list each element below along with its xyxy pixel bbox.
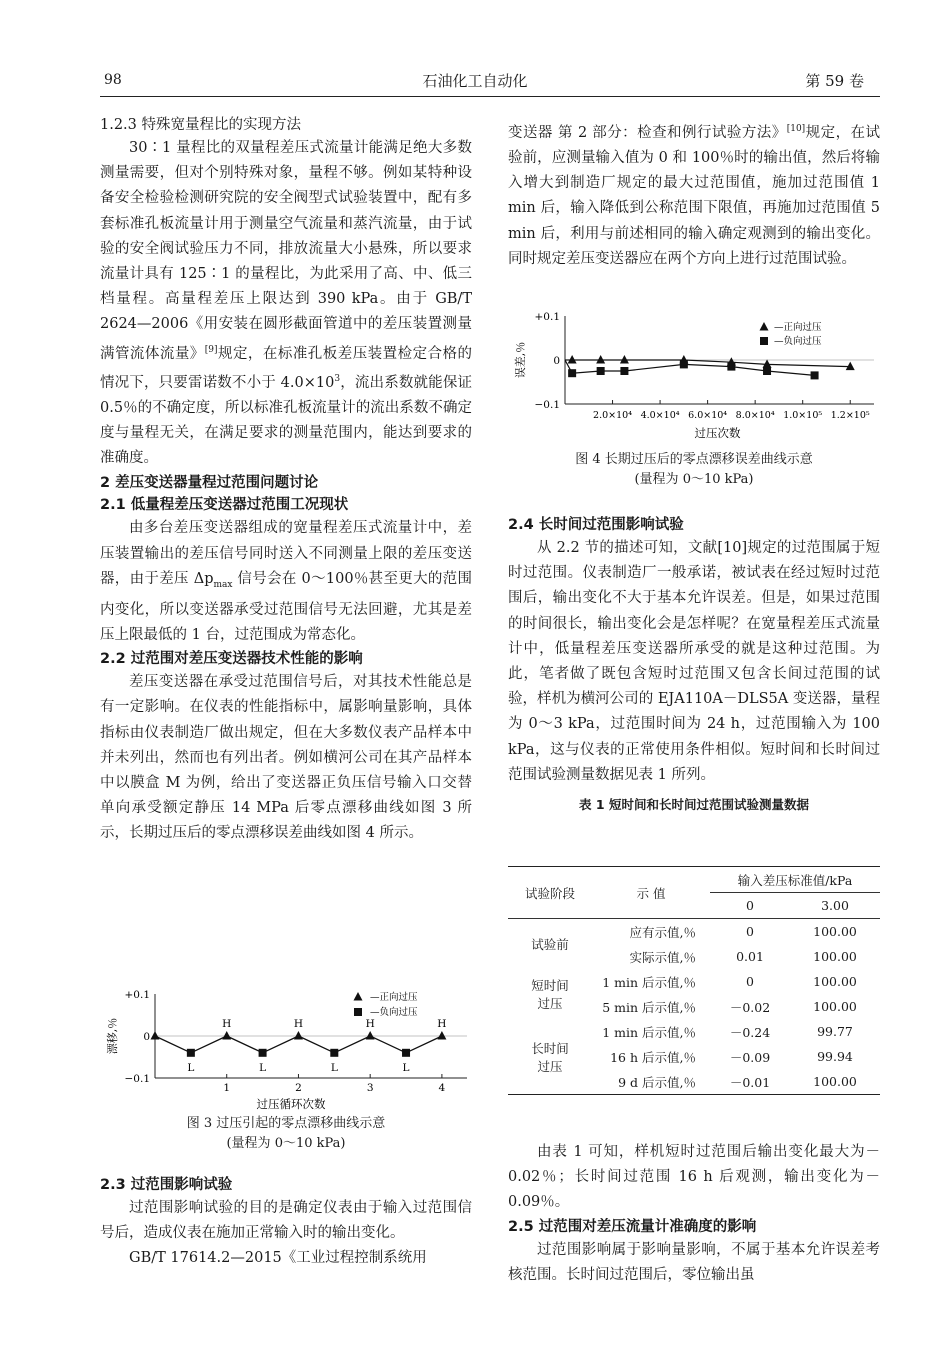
table-header-input-0: 0 xyxy=(746,898,754,913)
positive-marker xyxy=(366,1031,375,1040)
citation-10: [10] xyxy=(786,124,806,134)
table-cell-label: 实际示值,％ xyxy=(629,949,696,965)
positive-marker xyxy=(151,1031,160,1040)
legend-triangle-marker xyxy=(354,992,363,1001)
left-column xyxy=(100,114,472,847)
y-tick-label: −0.1 xyxy=(124,1073,150,1085)
section-1-2-3-title: 1.2.3 特殊宽量程比的实现方法 xyxy=(100,117,302,133)
table-cell-label: 应有示值,％ xyxy=(629,924,696,940)
table-cell-label: 1 min 后示值,％ xyxy=(602,974,696,990)
section-2-4-title: 2.4 长时间过范围影响试验 xyxy=(508,517,684,533)
point-label-h: H xyxy=(437,1018,447,1030)
negative-marker xyxy=(680,360,688,368)
table-row xyxy=(508,1019,880,1044)
legend-square-marker xyxy=(354,1008,362,1016)
point-label-h: H xyxy=(365,1018,375,1030)
section-2-3-title: 2.3 过范围影响试验 xyxy=(100,1177,233,1193)
header-rule xyxy=(100,96,880,97)
citation-9: [9] xyxy=(204,344,218,355)
y-axis-label: 漂移,％ xyxy=(106,1017,119,1055)
table-cell-v0: －0.02 xyxy=(729,999,771,1015)
table-cell-stage: 试验前 xyxy=(531,937,569,952)
section-2-5-paragraph: 过范围影响属于影响量影响，不属于基本允许误差考核范围。长时间过范围后，零位输出虽 xyxy=(508,1241,880,1283)
figure-4-chart xyxy=(508,306,880,444)
section-1-2-3-paragraph: 30∶1 量程比的双量程差压式流量计能满足绝大多数测量需要，但对个别特殊对象，量程不够。例如某特种设备安全检验检测研究院的安全阀型式试验装置中，配有多套标准孔板流量计用于测量空气流量和蒸汽流量，由于试验的安全阀试验压力不同，排放流量大小悬殊，所以要求流量计具有 125∶1 的量程比，为此采用了高、中、低三档量程。高量程差压上限达到 390 kPa。由于 GB/T 2624—2006《用安装在圆形截面管道中的差压装置测量满管流体流量》[9]规定，在标准孔板差压装置检定合格的情况下，只要雷诺数不小于 $4.0\times 10^3$，流出系数就能保证 0.5％的不确定度，所以标准孔板流量计的流出系数不确定度与量程无关，在满足要求的测量范围内，能达到要求的准确度。 xyxy=(100,140,472,467)
x-tick-label: 8.0×10⁴ xyxy=(735,410,775,421)
negative-marker xyxy=(187,1049,195,1057)
x-tick-label: 6.0×10⁴ xyxy=(688,410,728,421)
table-cell-label: 5 min 后示值,％ xyxy=(602,999,696,1015)
negative-marker xyxy=(597,367,605,375)
negative-marker xyxy=(763,367,771,375)
positive-marker xyxy=(620,355,629,364)
section-2-4-paragraph: 从 2.2 节的描述可知，文献[10]规定的过范围属于短时过范围。仪表制造厂一般承诺，被试表在经过短时过范围后，输出变化不大于基本允许误差。但是，如果过范围的时间很长，输出变化会是怎样呢？在宽量程差压式流量计中，低量程差压变送器所承受的就是这种过范围。为此，笔者做了既包含短时过范围又包含长间过范围的试验，样机为横河公司的 EJA110A－DLS5A 变送器，量程为 0～3 kPa，过范围时间为 24 h，过范围输入为 100 kPa，这与仪表的正常使用条件相似。短时间和长时间过范围试验测量数据见表 1 所列。 xyxy=(508,540,880,783)
table-cell-label: 9 d 后示值,％ xyxy=(618,1074,696,1090)
table-header-input: 输入差压标准值/kPa xyxy=(710,867,880,893)
table-cell-v3: 99.94 xyxy=(817,1049,853,1064)
left-column-bottom xyxy=(100,1174,472,1272)
figure-3-caption-line2: (量程为 0～10 kPa) xyxy=(226,1136,346,1151)
table-header-value: 示 值 xyxy=(636,885,666,901)
positive-marker xyxy=(596,355,605,364)
table-row xyxy=(508,969,880,994)
negative-marker xyxy=(259,1049,267,1057)
figure-4-caption-line2: (量程为 0～10 kPa) xyxy=(634,472,754,487)
section-2-1-paragraph: 由多台差压变送器组成的宽量程差压式流量计中，差压装置输出的差压信号同时送入不同测量上限的差压变送器，由于差压 $\Delta p_{max}$ 信号会在 0～100％甚至更大的范围内变化，所以变送器承受过范围信号无法回避，尤其是差压上限最低的 1 台，过范围成为常态化。 xyxy=(100,520,472,643)
negative-marker xyxy=(568,369,576,377)
right-column-middle xyxy=(508,514,880,816)
table-row xyxy=(508,919,880,945)
legend-triangle-marker xyxy=(760,322,769,331)
figure-3-chart xyxy=(100,984,472,1112)
table-cell-stage: 短时间 过压 xyxy=(531,978,569,1011)
negative-marker xyxy=(620,367,628,375)
section-2-3-paragraph-2: GB/T 17614.2—2015《工业过程控制系统用 xyxy=(129,1250,427,1267)
table-cell-label: 1 min 后示值,％ xyxy=(602,1024,696,1040)
section-2-1-title: 2.1 低量程差压变送器过范围工况现状 xyxy=(100,497,349,514)
table-cell-v3: 99.77 xyxy=(817,1024,853,1039)
legend-negative-label: —负向过压 xyxy=(370,1007,418,1018)
table-cell-v0: 0 xyxy=(746,924,754,939)
section-2-5-title: 2.5 过范围对差压流量计准确度的影响 xyxy=(508,1218,757,1235)
table-cell-v3: 100.00 xyxy=(813,999,857,1014)
table-cell-v0: －0.09 xyxy=(729,1049,771,1065)
positive-marker xyxy=(222,1031,231,1040)
after-table-paragraph: 由表 1 可知，样机短时过范围后输出变化最大为－0.02％；长时间过范围 16 h 后观测，输出变化为－0.09％。 xyxy=(508,1144,880,1211)
x-tick-label: 4.0×10⁴ xyxy=(640,410,680,421)
y-tick-label: 0 xyxy=(553,355,560,367)
y-tick-label: +0.1 xyxy=(534,311,560,323)
page-number: 98 xyxy=(104,72,122,88)
y-axis-label: 误差,％ xyxy=(514,341,527,379)
right-column-top xyxy=(508,117,880,272)
table-cell-v0: 0 xyxy=(746,974,754,989)
table-cell-v3: 100.00 xyxy=(813,949,857,964)
x-tick-label: 1.0×10⁵ xyxy=(783,410,823,421)
negative-marker xyxy=(330,1049,338,1057)
figure-3-caption xyxy=(100,1114,472,1154)
figure-4-caption-line1: 图 4 长期过压后的零点漂移误差曲线示意 xyxy=(575,452,813,467)
y-tick-label: +0.1 xyxy=(124,989,150,1001)
y-tick-label: 0 xyxy=(143,1031,150,1043)
negative-marker xyxy=(811,371,819,379)
table-cell-v3: 100.00 xyxy=(813,1074,857,1089)
table-1-caption: 表 1 短时间和长时间过范围试验测量数据 xyxy=(579,797,809,813)
table-cell-v0: －0.01 xyxy=(729,1074,771,1090)
figure-4-caption xyxy=(508,450,880,490)
x-tick-label: 1.2×10⁵ xyxy=(830,410,870,421)
positive-marker xyxy=(846,362,855,371)
y-tick-label: −0.1 xyxy=(534,399,560,411)
figure-3-caption-line1: 图 3 过压引起的零点漂移曲线示意 xyxy=(186,1116,386,1131)
positive-marker xyxy=(568,355,577,364)
x-axis-label: 过压次数 xyxy=(694,426,741,440)
x-tick-label: 4 xyxy=(438,1082,446,1094)
table-cell-label: 16 h 后示值,％ xyxy=(610,1049,696,1065)
table-header-input-3: 3.00 xyxy=(821,898,849,913)
positive-marker xyxy=(294,1031,303,1040)
point-label-h: H xyxy=(293,1018,304,1030)
legend-negative-label: —负向过压 xyxy=(774,336,822,347)
section-2-2-title: 2.2 过范围对差压变送器技术性能的影响 xyxy=(100,651,363,668)
positive-marker xyxy=(437,1031,446,1040)
table-cell-v0: －0.24 xyxy=(729,1024,771,1040)
point-label-l: L xyxy=(259,1061,267,1074)
point-label-h: H xyxy=(222,1018,232,1030)
negative-marker xyxy=(727,363,735,371)
legend-positive-label: —正向过压 xyxy=(774,322,822,333)
volume-label: 第 59 卷 xyxy=(805,72,864,90)
table-cell-v3: 100.00 xyxy=(813,974,857,989)
table-1 xyxy=(508,866,880,1095)
section-2-2-paragraph: 差压变送器在承受过范围信号后，对其技术性能总是有一定影响。在仪表的性能指标中，属影响量影响，具体指标由仪表制造厂做出规定，但在大多数仪表产品样本中并未列出，然而也有列出者。例如横河公司在其产品样本中以膜盒 M 为例，给出了变送器正负压信号输入口交替单向承受额定静压 14 MPa 后零点漂移曲线如图 3 所示，长期过压后的零点漂移误差曲线如图 4 所示。 xyxy=(100,674,472,842)
point-label-l: L xyxy=(187,1061,195,1074)
table-cell-v0: 0.01 xyxy=(736,949,764,964)
x-axis-label: 过压循环次数 xyxy=(256,1097,326,1111)
x-tick-label: 1 xyxy=(223,1082,231,1094)
section-2-3-continued: 变送器 第 2 部分：检查和例行试验方法》[10]规定，在试验前，应测量输入值为 0 和 100％时的输出值，然后将输入增大到制造厂规定的最大过范围值，施加过范围值 1 min 后，输入降低到公称范围下限值，再施加过范围值 5 min 后，利用与前述相同的输入确定观测到的输出变化。同时规定差压变送器应在两个方向上进行过范围试验。 xyxy=(508,124,880,267)
journal-title: 石油化工自动化 xyxy=(422,72,528,90)
x-tick-label: 2.0×10⁴ xyxy=(593,410,633,421)
section-2-title: 2 差压变送器量程过范围问题讨论 xyxy=(100,475,319,492)
table-cell-v3: 100.00 xyxy=(813,924,857,939)
legend-square-marker xyxy=(760,337,768,345)
legend-positive-label: —正向过压 xyxy=(370,992,418,1003)
table-header-stage: 试验阶段 xyxy=(524,885,575,901)
section-2-3-paragraph: 过范围影响试验的目的是确定仪表由于输入过范围信号后，造成仪表在施加正常输入时的输出变化。 xyxy=(100,1200,472,1242)
point-label-l: L xyxy=(330,1061,338,1074)
table-cell-stage: 长时间 过压 xyxy=(531,1040,569,1074)
right-column-bottom xyxy=(508,1140,880,1288)
x-tick-label: 3 xyxy=(366,1082,374,1094)
x-tick-label: 2 xyxy=(295,1082,302,1094)
point-label-l: L xyxy=(402,1061,410,1074)
negative-marker xyxy=(402,1049,410,1057)
